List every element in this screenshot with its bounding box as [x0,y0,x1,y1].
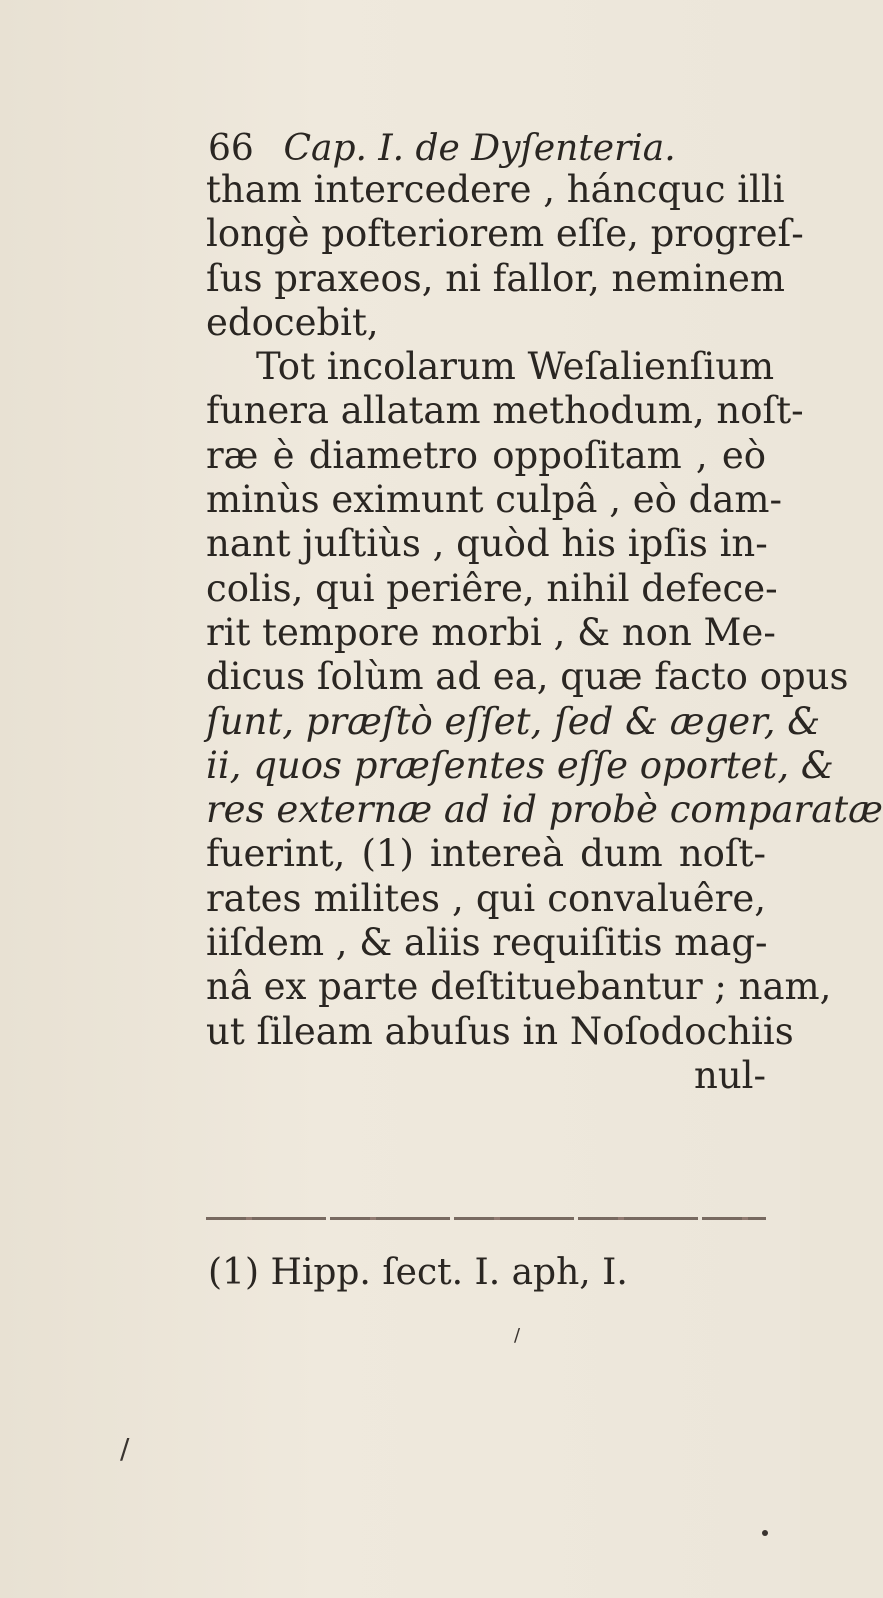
pencil-mark: / [514,1325,521,1346]
text-line: ii, quos præſentes eſſe oportet, & [206,743,834,787]
pencil-mark: / [120,1432,130,1465]
text-line: colis, qui periêre, nihil defece- [206,566,778,610]
ink-dot [762,1530,768,1536]
text-line: fuerint, (1) intereà dum noſt- [206,832,766,876]
text-line: nâ ex parte deſtituebantur ; nam, [206,965,832,1009]
text-line: nant juſtiùs , quòd his ipſis in- [206,522,768,566]
text-line: ut ſileam abuſus in Noſodochiis [206,1009,794,1053]
footnote: (1) Hipp. ſect. I. aph, I. [208,1252,628,1293]
text-line: rit tempore morbi , & non Me- [206,610,776,654]
text-line: Tot incolarum Weſalienſium [256,345,775,389]
footnote-rule [206,1217,766,1220]
text-line: tham intercedere , háncquc illi [206,168,785,211]
text-line: edocebit, [206,300,379,344]
text-line: ſus praxeos, ni fallor, neminem [206,256,785,300]
page-header [208,128,676,169]
text-line: longè pofteriorem eſſe, progreſ- [206,212,804,256]
text-line: rates milites , qui convaluêre, [206,876,766,920]
text-line: dicus ſolùm ad ea, quæ facto opus [206,655,849,699]
text-line: ræ è diametro oppoſitam , eò [206,433,766,477]
text-line: res externæ ad id probè comparatæ [206,788,883,832]
main-text [206,168,883,1098]
page-number: 66 [208,128,254,169]
text-line: minùs eximunt culpâ , eò dam- [206,478,782,522]
text-line: ſunt, præſtò eſſet, ſed & æger, & [206,699,821,743]
running-title: Cap. I. de Dyſenteria. [283,128,676,169]
text-line: iiſdem , & aliis requiſitis mag- [206,921,768,965]
text-line: funera allatam methodum, noſt- [206,389,804,433]
catchword: nul- [694,1053,766,1097]
